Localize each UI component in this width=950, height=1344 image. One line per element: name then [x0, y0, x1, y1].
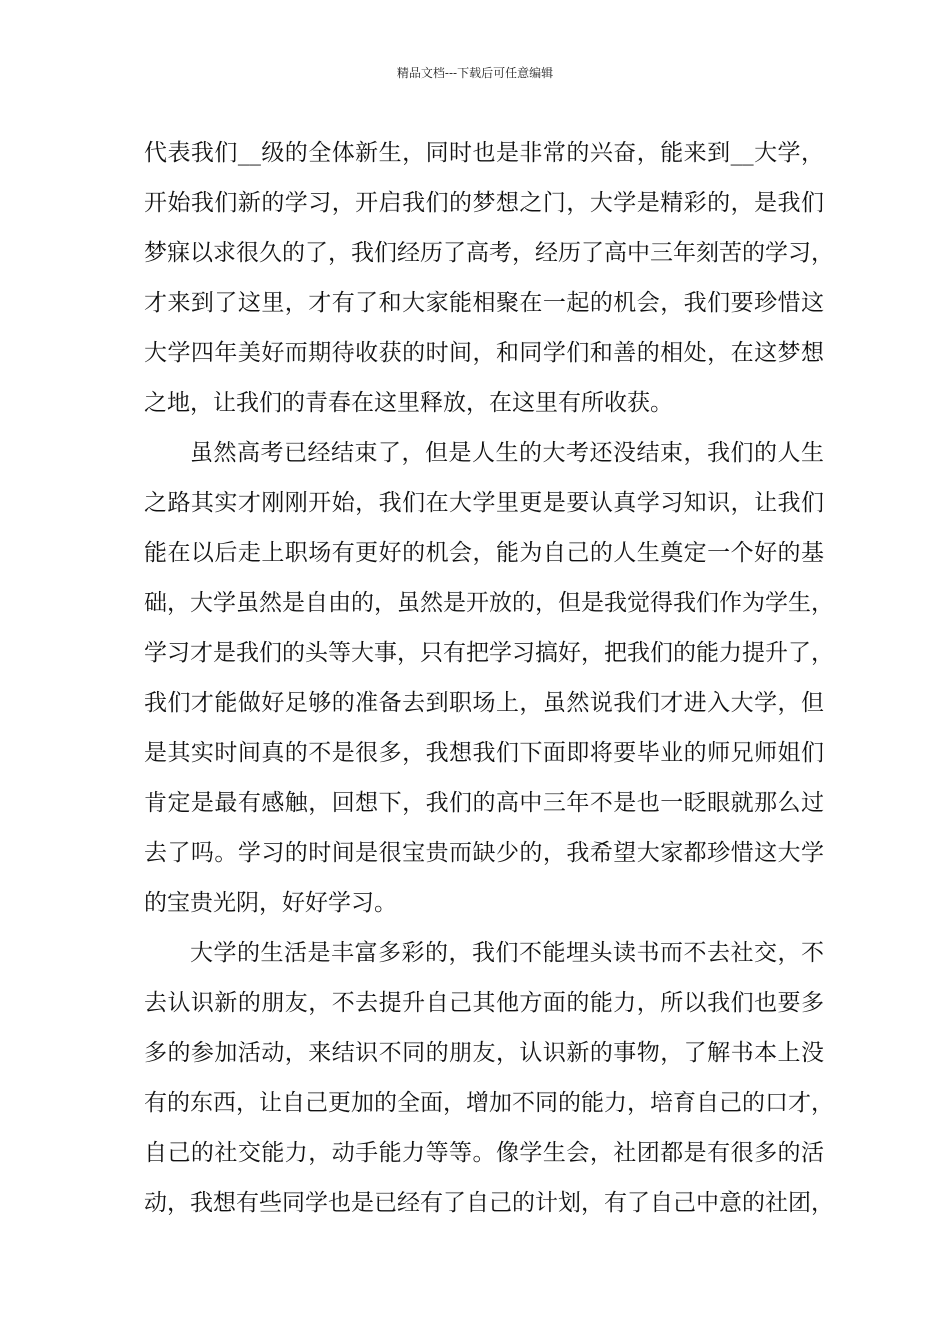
- text-line: 学习才是我们的头等大事，只有把学习搞好，把我们的能力提升了，: [144, 640, 834, 666]
- text-line: 我们才能做好足够的准备去到职场上，虽然说我们才进入大学，但: [144, 690, 824, 716]
- text-line: 之路其实才刚刚开始，我们在大学里更是要认真学习知识，让我们: [144, 490, 824, 516]
- text-line: 去认识新的朋友，不去提升自己其他方面的能力，所以我们也要多: [144, 990, 824, 1016]
- text-line: 梦寐以求很久的了，我们经历了高考，经历了高中三年刻苦的学习，: [144, 240, 834, 266]
- document-body: [144, 128, 834, 1228]
- text-line: 虽然高考已经结束了，但是人生的大考还没结束，我们的人生: [190, 440, 824, 466]
- text-line: 础，大学虽然是自由的，虽然是开放的，但是我觉得我们作为学生，: [144, 590, 834, 616]
- text-line: 肯定是最有感触，回想下，我们的高中三年不是也一眨眼就那么过: [144, 790, 824, 816]
- paragraph-2: [144, 428, 834, 928]
- text-line: 开始我们新的学习，开启我们的梦想之门，大学是精彩的，是我们: [144, 190, 824, 216]
- text-line: 多的参加活动，来结识不同的朋友，认识新的事物，了解书本上没: [144, 1040, 824, 1066]
- text-line: 代表我们__级的全体新生，同时也是非常的兴奋，能来到__大学，: [144, 140, 824, 166]
- text-line: 有的东西，让自己更加的全面，增加不同的能力，培育自己的口才，: [144, 1090, 834, 1116]
- text-line: 自己的社交能力，动手能力等等。像学生会，社团都是有很多的活: [144, 1140, 824, 1166]
- text-line: 动，我想有些同学也是已经有了自己的计划，有了自己中意的社团，: [144, 1190, 834, 1216]
- text-line: 之地，让我们的青春在这里释放，在这里有所收获。: [144, 390, 673, 416]
- text-line: 能在以后走上职场有更好的机会，能为自己的人生奠定一个好的基: [144, 540, 824, 566]
- paragraph-3: [144, 928, 834, 1228]
- text-line: 去了吗。学习的时间是很宝贵而缺少的，我希望大家都珍惜这大学: [144, 840, 824, 866]
- text-line: 的宝贵光阴，好好学习。: [144, 890, 397, 916]
- paragraph-1: [144, 128, 834, 428]
- text-line: 大学四年美好而期待收获的时间，和同学们和善的相处，在这梦想: [144, 340, 824, 366]
- text-line: 是其实时间真的不是很多，我想我们下面即将要毕业的师兄师姐们: [144, 740, 824, 766]
- page-header: 精品文档---下载后可任意编辑: [396, 66, 554, 80]
- text-line: 才来到了这里，才有了和大家能相聚在一起的机会，我们要珍惜这: [144, 290, 824, 316]
- text-line: 大学的生活是丰富多彩的，我们不能埋头读书而不去社交，不: [190, 940, 824, 966]
